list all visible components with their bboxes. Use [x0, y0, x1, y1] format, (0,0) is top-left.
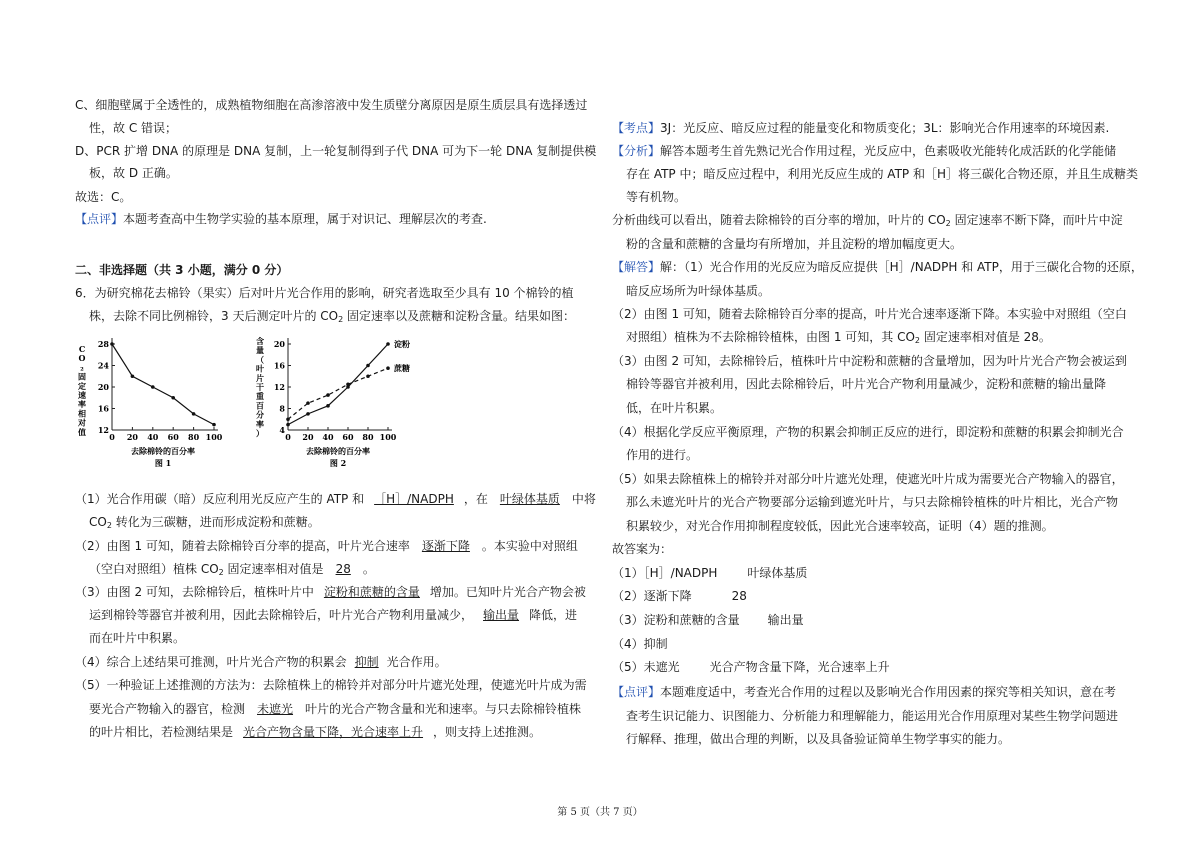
subscript: 2 [338, 315, 344, 324]
j4-line1: （4）根据化学反应平衡原理，产物的积累会抑制正反应的进行，即淀粉和蔗糖的积累会抑制光合 [612, 425, 1124, 439]
q3-line2-text-b: 降低，进 [529, 608, 578, 622]
q5-line2-text-b: 叶片的光合产物含量和光和速率。与只去除棉铃植株 [305, 702, 582, 716]
q1-line2 [89, 514, 320, 530]
figure-caption: 图 2 [329, 458, 347, 468]
q1-line2-text: CO [89, 515, 107, 529]
subscript: 2 [914, 336, 920, 345]
y-axis-label-char: 定 [78, 380, 86, 391]
q1-text-c: 中将 [571, 492, 596, 506]
y-tick-label: 8 [279, 403, 285, 414]
q5-blank1: 未遮光 [257, 702, 294, 716]
x-tick-label: 80 [188, 432, 200, 442]
j4-line2: 作用的进行。 [626, 448, 699, 462]
q4-blank: 抑制 [354, 655, 379, 669]
y-tick-label: 4 [279, 425, 285, 435]
ans5-b: 光合产物含量下降，光合速率上升 [709, 660, 890, 674]
data-point [131, 374, 135, 378]
q5-line2-text: 要光合产物输入的器官，检测 [89, 702, 246, 716]
q6-line1: 6．为研究棉花去棉铃（果实）后对叶片光合作用的影响，研究者选取至少具有 10 个棉铃的植 [75, 286, 574, 300]
q4-text: （4）综合上述结果可推测，叶片光合产物的积累会 [75, 655, 347, 669]
q2-text-b: 。本实验中对照组 [481, 539, 578, 553]
option-d-line1: D、PCR 扩增 DNA 的原理是 DNA 复制，上一轮复制得到子代 DNA 可为下一轮 DNA 复制提供模 [75, 144, 597, 158]
dianping-text: 本题难度适中，考查光合作用的过程以及影响光合作用因素的探究等相关知识，意在考 [660, 685, 1117, 699]
ans3-b: 输出量 [767, 613, 804, 627]
ans3-a: （3）淀粉和蔗糖的含量 [612, 613, 740, 627]
y-tick-label: 20 [273, 339, 285, 349]
q1-text-b: ，在 [463, 492, 488, 506]
fenxi-line2: 存在 ATP 中；暗反应过程中，利用光反应生成的 ATP 和［H］将三碳化合物还原，并且生成糖类 [626, 167, 1138, 181]
y-axis-label-char: ₂ [80, 362, 84, 373]
fenxi-line1 [612, 143, 1116, 159]
q5-line3-text-b: ，则支持上述推测。 [433, 725, 542, 739]
y-axis-label-char: 叶 [256, 363, 264, 374]
q3-line2 [89, 607, 577, 623]
ans1 [612, 565, 807, 581]
data-point [366, 364, 370, 368]
x-tick-label: 80 [362, 432, 374, 442]
subscript: 2 [106, 521, 112, 530]
y-axis-label-char: 重 [256, 391, 264, 402]
y-axis-label-char: 相 [78, 408, 86, 419]
q6-line2 [89, 308, 575, 324]
data-point [192, 412, 196, 416]
q5-line2 [89, 701, 581, 717]
page-footer: 第 5 页（共 7 页） [557, 807, 643, 818]
data-point [171, 396, 175, 400]
x-tick-label: 20 [126, 432, 138, 442]
x-tick-label: 20 [302, 432, 314, 442]
y-axis-label-char: 率 [78, 399, 86, 410]
option-d-line2: 板，故 D 正确。 [89, 166, 178, 180]
j3-line1: （3）由图 2 可知，去除棉铃后，植株叶片中淀粉和蔗糖的含量增加，因为叶片光合产物会被运到 [612, 354, 1127, 368]
figure-caption: 图 1 [154, 458, 172, 468]
y-tick-label: 16 [97, 403, 109, 414]
series-line [288, 368, 388, 419]
data-point [366, 374, 370, 378]
x-tick-label: 100 [379, 432, 397, 442]
series-line [112, 344, 214, 425]
y-tick-label: 28 [97, 339, 109, 349]
series-line [288, 344, 388, 425]
y-tick-label: 12 [273, 382, 285, 392]
analysis-line1 [612, 212, 1123, 228]
q1-blank2: 叶绿体基质 [499, 492, 560, 506]
figure-1 [72, 330, 252, 480]
y-axis-label-char: 含 [256, 336, 264, 346]
q5-blank2: 光合产物含量下降，光合速率上升 [243, 725, 424, 739]
ans2-a: （2）逐渐下降 [612, 589, 692, 603]
x-tick-label: 100 [205, 432, 223, 442]
j2-line2 [626, 329, 1051, 345]
data-point [110, 342, 114, 346]
figure-2-svg [250, 330, 430, 480]
q2-line2-text-c: 。 [362, 562, 375, 576]
y-axis-label-char: 速 [78, 390, 86, 400]
x-tick-label: 60 [342, 432, 354, 442]
y-axis-label-char: 分 [256, 409, 264, 420]
data-point [386, 366, 390, 370]
dianping-line1 [612, 684, 1116, 700]
y-tick-label: 20 [97, 382, 109, 392]
y-axis-label-char: 干 [256, 382, 264, 392]
x-tick-label: 40 [322, 432, 334, 442]
ans1-a: （1）［H］/NADPH [612, 566, 718, 580]
j3-line3: 低，在叶片积累。 [626, 401, 723, 415]
x-axis-label: 去除棉铃的百分率 [306, 446, 370, 456]
q4-line [75, 654, 447, 670]
y-tick-label: 16 [273, 360, 285, 371]
data-point [326, 404, 330, 408]
x-axis-label: 去除棉铃的百分率 [131, 446, 195, 456]
dianping-line3: 行解释、推理，做出合理的判断，以及具备验证简单生物学事实的能力。 [626, 732, 1011, 746]
review-text: 本题考查高中生物学实验的基本原理，属于对识记、理解层次的考查. [123, 212, 487, 226]
q2-line2 [89, 561, 375, 577]
q1-text: （1）光合作用碳（暗）反应利用光反应产生的 ATP 和 [75, 492, 365, 506]
fenxi-text: 解答本题考生首先熟记光合作用过程，光反应中，色素吸收光能转化成活跃的化学能储 [660, 144, 1117, 158]
q2-line2-text: （空白对照组）植株 CO [89, 562, 219, 576]
subscript: 2 [945, 219, 951, 228]
ans2 [612, 588, 747, 604]
ans5-a: （5）未遮光 [612, 660, 680, 674]
section-title: 二、非选择题（共 3 小题，满分 0 分） [75, 263, 289, 277]
ans3 [612, 612, 804, 628]
q2-text: （2）由图 1 可知，随着去除棉铃百分率的提高，叶片光合速率 [75, 539, 410, 553]
y-axis-label-char: 百 [256, 400, 264, 411]
q5-line3 [89, 724, 541, 740]
option-c-line1: C、细胞壁属于全透性的，成熟植物细胞在高渗溶液中发生质壁分离原因是原生质层具有选择透过 [75, 98, 588, 112]
kaodian-text: 3J：光反应、暗反应过程的能量变化和物质变化；3L：影响光合作用速率的环境因素. [660, 121, 1110, 135]
q3-blank1: 淀粉和蔗糖的含量 [323, 585, 420, 599]
analysis-text: 分析曲线可以看出，随着去除棉铃的百分率的增加，叶片的 CO [612, 213, 946, 227]
data-point [286, 423, 290, 427]
jieda-line2: 暗反应场所为叶绿体基质。 [626, 284, 771, 298]
option-c-line2: 性，故 C 错误； [89, 121, 178, 135]
q3-line3: 而在叶片中积累。 [89, 631, 186, 645]
q6-line2-text: 株，去除不同比例棉铃，3 天后测定叶片的 CO [89, 309, 339, 323]
ans4: （4）抑制 [612, 637, 668, 651]
y-axis-label-char: 值 [78, 426, 86, 437]
review-line [75, 211, 487, 227]
analysis-line2: 粉的含量和蔗糖的含量均有所增加，并且淀粉的增加幅度更大。 [626, 237, 963, 251]
j2-text: 对照组）植株为不去除棉铃植株，由图 1 可知，其 CO [626, 330, 915, 344]
ans2-b: 28 [731, 589, 747, 603]
data-point [212, 423, 216, 427]
answers-title: 故答案为： [612, 542, 673, 556]
j5-line3: 积累较少，对光合作用抑制程度较低，因此光合速率较高，证明（4）题的推测。 [626, 519, 1054, 533]
subscript: 2 [218, 568, 224, 577]
q5-line3-text: 的叶片相比，若检测结果是 [89, 725, 234, 739]
y-axis-label-char: 片 [256, 372, 264, 383]
x-tick-label: 60 [167, 432, 179, 442]
ans5 [612, 659, 890, 675]
j5-line1: （5）如果去除植株上的棉铃并对部分叶片遮光处理，使遮光叶片成为需要光合产物输入的器官， [612, 472, 1124, 486]
fenxi-tag: 【分析】 [612, 144, 661, 158]
y-tick-label: 12 [97, 425, 109, 435]
dianping-line2: 查考生识记能力、识图能力、分析能力和理解能力，能运用光合作用原理对某些生物学问题进 [626, 709, 1119, 723]
y-axis-label-char: O [78, 353, 86, 364]
q2-blank2: 28 [335, 562, 351, 576]
data-point [151, 385, 155, 389]
j2-text-b: 固定速率相对值是 28。 [920, 330, 1051, 344]
q3-line2-text: 运到棉铃等器官并被利用，因此去除棉铃后，叶片光合产物利用量减少， [89, 608, 474, 622]
figure-1-svg [72, 330, 252, 480]
j5-line2: 那么未遮光叶片的光合产物要部分运输到遮光叶片，与只去除棉铃植株的叶片相比，光合产物 [626, 495, 1119, 509]
y-axis-label-char: （ [256, 354, 264, 365]
y-axis-label-char: 对 [78, 417, 86, 428]
x-tick-label: 40 [147, 432, 159, 442]
q3-text-b: 增加。已知叶片光合产物会被 [429, 585, 586, 599]
q3-line1 [75, 584, 586, 600]
y-tick-label: 24 [97, 360, 109, 371]
review-tag: 【点评】 [75, 212, 124, 226]
y-axis-label-char: 量 [256, 345, 264, 356]
data-point [306, 412, 310, 416]
data-point [286, 417, 290, 421]
x-tick-label: 0 [109, 432, 115, 442]
x-tick-label: 0 [285, 432, 291, 442]
q2-blank1: 逐渐下降 [421, 539, 470, 553]
y-axis-label-char: C [78, 344, 86, 354]
jieda-line1 [612, 259, 1143, 275]
kaodian-line [612, 120, 1109, 136]
q2-line1 [75, 538, 578, 554]
answer-line: 故选：C。 [75, 190, 132, 204]
ans1-b: 叶绿体基质 [747, 566, 808, 580]
q5-line1: （5）一种验证上述推测的方法为：去除植株上的棉铃并对部分叶片遮光处理，使遮光叶片成为需 [75, 678, 587, 692]
jieda-text: 解：（1）光合作用的光反应为暗反应提供［H］/NADPH 和 ATP，用于三碳化合物的还原， [660, 260, 1143, 274]
q1-line1 [75, 491, 596, 507]
q3-text: （3）由图 2 可知，去除棉铃后，植株叶片中 [75, 585, 314, 599]
q4-text-b: 光合作用。 [386, 655, 447, 669]
j3-line2: 棉铃等器官并被利用，因此去除棉铃后，叶片光合产物利用量减少，淀粉和蔗糖的输出量降 [626, 377, 1107, 391]
q6-line2-text-b: 固定速率以及蔗糖和淀粉含量。结果如图： [343, 309, 576, 323]
dianping-tag: 【点评】 [612, 685, 661, 699]
j2-line1: （2）由图 1 可知，随着去除棉铃百分率的提高，叶片光合速率逐渐下降。本实验中对照组（空白 [612, 307, 1127, 321]
fenxi-line3: 等有机物。 [626, 190, 687, 204]
figure-2 [250, 330, 430, 480]
kaodian-tag: 【考点】 [612, 121, 661, 135]
q3-blank2: 输出量 [483, 608, 520, 622]
series-label: 淀粉 [394, 339, 410, 349]
data-point [386, 342, 390, 346]
q2-line2-text-b: 固定速率相对值是 [223, 562, 324, 576]
q1-blank1: ［H］/NADPH [374, 492, 454, 506]
series-label: 蔗糖 [394, 363, 410, 374]
y-axis-label-char: 率 [256, 418, 264, 429]
data-point [346, 383, 350, 387]
q1-line2-text-b: 转化为三碳糖，进而形成淀粉和蔗糖。 [111, 515, 320, 529]
data-point [306, 401, 310, 405]
data-point [326, 393, 330, 397]
y-axis-label-char: 固 [78, 371, 86, 382]
y-axis-label-char: ） [256, 428, 264, 438]
jieda-tag: 【解答】 [612, 260, 661, 274]
analysis-text-b: 固定速率不断下降，而叶片中淀 [950, 213, 1123, 227]
